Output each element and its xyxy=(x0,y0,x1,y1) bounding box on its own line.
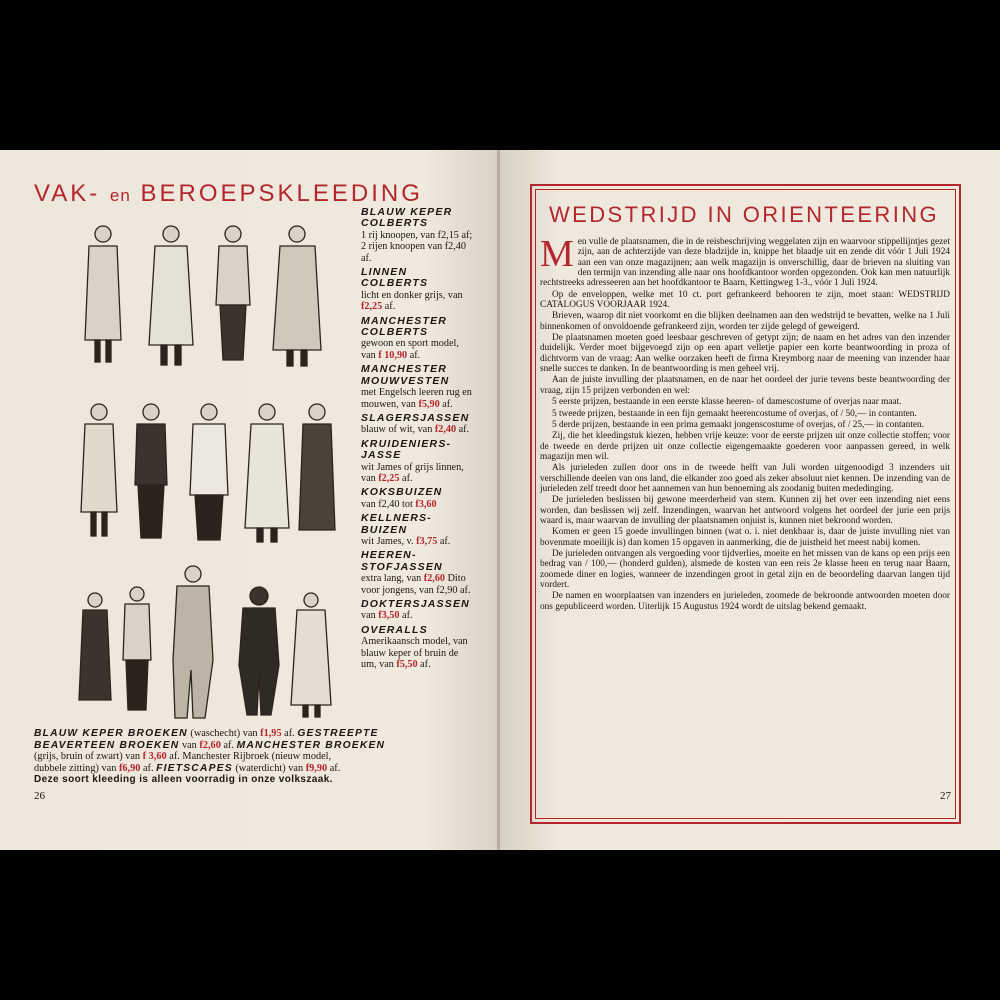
figure-motor-suit xyxy=(239,587,279,715)
page-number-right: 27 xyxy=(940,790,951,802)
product-price: f3,60 xyxy=(415,498,437,510)
page-number-left: 26 xyxy=(34,790,45,802)
bottom-text-fragment: af. Manchester Rijbroek (nieuw model, xyxy=(169,751,332,763)
product-manchester-colberts xyxy=(361,316,473,362)
figure-long-dark-coat xyxy=(299,404,335,530)
fietscapes-heading: FIETSCAPES xyxy=(156,762,233,774)
paragraph-8: De jurieleden beslissen bij gewone meerderheid van stem. Kunnen zij het over een inzending niet eens worden, dan beslissen wij zelf. Inzendingen, waarvan het antwoord volgens het oordeel der jurie een prijs waard is, maar waarvan de invulling der plaatsnamen onjuist is, kunnen niet bekroond worden. xyxy=(540,495,950,526)
figure-cap-worker xyxy=(123,587,151,710)
product-heerenstofjassen xyxy=(361,550,473,596)
workwear-figures-row-3 xyxy=(75,560,337,725)
product-heading: KELLNERS- BUIZEN xyxy=(361,512,432,536)
title-part-en: en xyxy=(109,186,131,205)
prize-2: 5 tweede prijzen, bestaande in een fijn gemaakt heerencostume of overjas, of / 50,— in contanten. xyxy=(552,408,917,419)
bottom-price: f 3,60 xyxy=(142,751,167,763)
paragraph-1-text: en vulle de plaatsnamen, die in de reisbeschrijving weggelaten zijn en waarvoor stippellijntjes gezet zijn, aan de achterzijde van deze bladzijde in, knippe het blaadje uit en zende dit vóór 1 Juli 1924 aan een van onze magazijnen; aan welk magazijn is onverschillig, daar de brieven na sluiting van den termijn van inzending alle naar ons hoofdkantoor worden opgezonden. Ook kan men natuurlijk rechtstreeks adresseeren aan het hoofdkantoor te Baarn, Kettingweg 1-3., vóór 1 Juli 1924. xyxy=(540,237,950,289)
paragraph-4: De plaatsnamen moeten goed leesbaar geschreven of getypt zijn; de naam en het adres van den inzender duidelijk. Verder moet bijgevoegd zijn op een apart velletje papier een korte beantwoording in proza of dichtvorm van de vraag: Aan welke oorzaken heeft de firma Kreymborg naar de meening van inzender haar snelle succes te danken. In de beantwoording is men geheel vrij. xyxy=(540,333,950,375)
paragraph-11: De namen en woorplaatsen van inzenders en jurieleden, zoomede de bekroonde antwoorden moeten door ons gepubliceerd worden. Uiterlijk 15 Augustus 1924 wordt de uitslag bekend gemaakt. xyxy=(540,591,950,612)
product-text: blauw of wit, van xyxy=(361,424,433,436)
product-suffix: af. xyxy=(384,301,396,313)
product-price: f3,50 xyxy=(378,610,400,622)
figure-white-suit xyxy=(190,404,228,540)
right-page xyxy=(500,150,1000,850)
product-doktersjassen xyxy=(361,599,473,622)
product-text: van f2,40 tot xyxy=(361,498,413,510)
product-heading: KOKSBUIZEN xyxy=(361,486,443,499)
title-part-beroepskleeding: BEROEPSKLEEDING xyxy=(140,180,423,207)
product-suffix: af. xyxy=(402,472,413,484)
bottom-text-fragment: van xyxy=(181,739,197,751)
beaverteen-broeken-heading: BEAVERTEEN BROEKEN xyxy=(34,739,180,751)
workwear-figures-row-1 xyxy=(75,220,337,380)
prize-3: 5 derde prijzen, bestaande in een prima gemaakt jongenscostume of overjas, of / 25,— in contanten. xyxy=(552,419,925,430)
paragraph-3: Brieven, waarop dit niet voorkomt en die blijken deelnamen aan den wedstrijd te bevatten, welke na 1 Juli binnenkomen of onvoldoende gefrankeerd zijn, worden ter zijde gelegd of geweigerd. xyxy=(540,311,950,332)
product-text: van xyxy=(361,610,376,622)
product-suffix: af. xyxy=(458,424,470,436)
bottom-text-fragment: dubbele zitting) van xyxy=(34,762,117,774)
paragraph-7: Als jurieleden zullen door ons in de tweede helft van Juli worden uitgenoodigd 3 inzenders uit verschillende deelen van ons land, die elkander zoo goed als zeker absoluut niet kennen. De inzending van de jurieleden zelf treedt door het aannemen van hun benoeming als zoodanig buiten mededinging. xyxy=(540,463,950,494)
paragraph-1 xyxy=(540,233,950,289)
product-heading: SLAGERSJASSEN xyxy=(361,411,470,424)
illustration-row-2 xyxy=(75,400,337,550)
product-heading: BLAUW KEPER COLBERTS xyxy=(361,206,453,230)
product-heading: LINNEN COLBERTS xyxy=(361,266,429,290)
drop-cap: M xyxy=(540,233,574,275)
figure-jacket-cap xyxy=(216,226,250,360)
bottom-line-3 xyxy=(34,751,474,763)
prize-1: 5 eerste prijzen, bestaande in een eerste klasse heeren- of damescostume of overjas naar maat. xyxy=(552,397,902,408)
bottom-trousers-text xyxy=(34,728,474,786)
workwear-figures-row-2 xyxy=(75,400,337,550)
product-heading: MANCHESTER COLBERTS xyxy=(361,314,448,339)
bottom-text-fragment: (waschecht) van xyxy=(190,728,258,739)
illustration-row-3 xyxy=(75,560,337,725)
product-text: licht en donker grijs, van xyxy=(361,289,463,301)
figure-apron-worker xyxy=(79,593,111,700)
product-heading: KRUIDENIERS- JASSE xyxy=(361,437,452,462)
product-manchester-mouwvesten xyxy=(361,364,473,410)
product-suffix: af. xyxy=(439,535,451,547)
figure-dark-jacket xyxy=(135,404,167,538)
left-page xyxy=(0,150,500,850)
left-page-title xyxy=(34,180,474,208)
product-text: gewoon en sport model, van xyxy=(361,338,459,361)
bottom-text-fragment: (waterdicht) van xyxy=(235,762,304,774)
bottom-text-fragment: (grijs, bruin of zwart) van xyxy=(34,751,141,763)
product-linnen-colberts xyxy=(361,267,473,313)
product-overalls xyxy=(361,625,473,671)
product-text: wit James, v. xyxy=(361,535,414,547)
product-kellnersbuizen xyxy=(361,513,473,547)
figure-overall xyxy=(173,566,213,718)
product-price: f2,25 xyxy=(378,472,400,484)
figure-grey-coat xyxy=(273,226,321,366)
product-price: f5,90 xyxy=(418,398,440,410)
product-suffix: af. xyxy=(442,398,453,410)
contest-title: WEDSTRIJD IN ORIENTEERING xyxy=(549,202,940,227)
price-list-column xyxy=(361,207,473,673)
product-suffix: af. xyxy=(409,349,421,361)
bottom-line-1: BLAUW KEPER BROEKEN (waschecht) van f1,95 af. GESTREEPTE xyxy=(34,728,379,739)
bottom-price: f9,90 xyxy=(305,762,328,774)
product-price: f3,75 xyxy=(416,535,438,547)
bottom-price: f2,60 xyxy=(199,739,221,751)
paragraph-6: Zij, die het kleedingstuk kiezen, hebben vrije keuze: voor de eerste prijzen uit onze collectie stoffen; voor de tweede en derde prijzen uit onze collectie eigengemaakte goederen voor aanpassen gereed, in welk magazijn men wil. xyxy=(540,431,950,462)
bottom-price: f1,95 xyxy=(260,728,282,739)
product-heading: HEEREN- STOFJASSEN xyxy=(361,549,443,573)
bottom-price: f6,90 xyxy=(118,762,141,774)
product-heading: DOKTERSJASSEN xyxy=(361,598,470,610)
bottom-text-fragment: af. xyxy=(223,739,235,751)
title-part-vak: VAK- xyxy=(34,180,101,207)
product-koksbuizen xyxy=(361,487,473,510)
product-price: f5,50 xyxy=(396,659,418,671)
blauw-keper-broeken-heading: BLAUW KEPER BROEKEN xyxy=(34,728,188,739)
product-price: f2,25 xyxy=(361,301,383,313)
product-text: met Engelsch leeren rug en mouwen, van xyxy=(361,387,472,410)
volkszaak-notice: Deze soort kleeding is alleen voorradig in onze volkszaak. xyxy=(34,774,333,786)
figure-dust-coat xyxy=(291,593,331,717)
product-text: extra lang, van xyxy=(361,573,422,585)
product-heading: OVERALLS xyxy=(361,623,428,636)
paragraph-9: Komen er geen 15 goede invullingen binnen (wat o. i. niet denkbaar is, daar de juiste invulling niet van bovenmate moeilijk is) dan komen 15 opgaven in aanmerking, die de juistheid het meest nabij komen. xyxy=(540,527,950,548)
product-suffix: af. xyxy=(420,659,431,671)
paragraph-2: Op de enveloppen, welke met 10 ct. port gefrankeerd behooren te zijn, moet staan: WEDSTRIJD CATALOGUS VOORJAAR 1924. xyxy=(540,289,950,311)
product-price: f2,40 xyxy=(434,424,457,436)
bottom-line-4 xyxy=(34,763,474,775)
figure-cook xyxy=(245,404,289,542)
manchester-broeken-heading: MANCHESTER BROEKEN xyxy=(236,739,386,751)
gestreepte-heading: GESTREEPTE xyxy=(297,728,379,739)
illustration-row-1 xyxy=(75,220,337,380)
paragraph-10: De jurieleden ontvangen als vergoeding voor tijdverlies, moeite en het missen van de kans op een prijs een bedrag van / 100,— (honderd gulden), alsmede de kosten van een reis 2e klasse heen en terug naar Baarn, zoomede diner en logies, wanneer de inzendingen groot in getal zijn en de beoordeling daarvan langen tijd vordert. xyxy=(540,548,950,590)
product-blauw-keper-colberts xyxy=(361,207,473,264)
product-slagersjassen xyxy=(361,413,473,436)
figure-butcher xyxy=(81,404,117,536)
figure-waiter-apron xyxy=(85,226,121,362)
figure-long-coat xyxy=(149,226,193,365)
bottom-text-fragment: af. xyxy=(329,762,341,774)
contest-body xyxy=(540,233,950,613)
product-suffix: Dito voor jongens, van f2,90 af. xyxy=(361,573,471,596)
product-suffix: af. xyxy=(402,610,413,622)
product-price: f 10,90 xyxy=(378,349,408,361)
bottom-text-fragment: af. xyxy=(142,762,154,774)
product-text: wit James of grijs linnen, van xyxy=(361,461,464,484)
paragraph-5: Aan de juiste invulling der plaatsnamen, en de naar het oordeel der jurie tevens beste beantwoording der vraag, zijn 15 prijzen verbonden en wel: xyxy=(540,375,950,396)
product-text: 1 rij knoopen, van f2,15 af; 2 rijen knoopen van f2,40 af. xyxy=(361,229,473,264)
product-price: f2,60 xyxy=(423,573,446,585)
product-text: Amerikaansch model, van blauw keper of bruin de um, van xyxy=(361,636,468,671)
bottom-line-2 xyxy=(34,740,474,752)
product-kruideniersjasse xyxy=(361,439,473,485)
product-heading: MANCHESTER MOUWVESTEN xyxy=(361,363,450,387)
